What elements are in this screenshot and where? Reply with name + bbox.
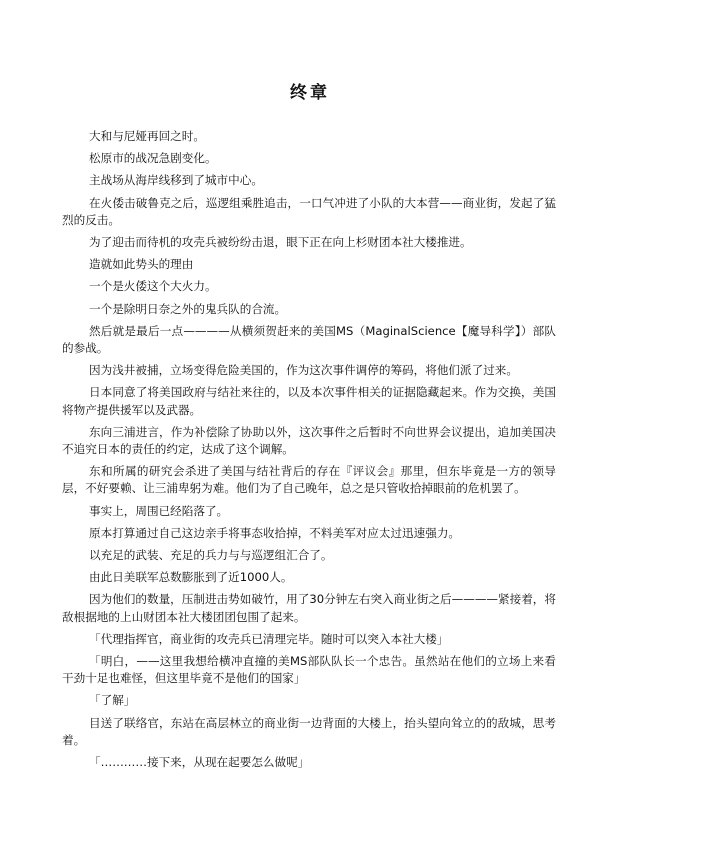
paragraph: 因为他们的数量，压制进击势如破竹，用了30分钟左右突入商业街之后————紧接着，将敌根据地的上山财团本社大楼团团包围了起来。 <box>62 592 556 624</box>
dialogue-line: 「代理指挥官，商业街的攻壳兵已清理完毕。随时可以突入本社大楼」 <box>89 631 449 646</box>
dialogue-line: 「…………接下来，从现在起要怎么做呢」 <box>89 755 310 770</box>
dialogue-line: 「了解」 <box>89 693 136 708</box>
paragraph: 然后就是最后一点————从横须贺赶来的美国MS（MaginalScience【魔导科学】）部队的参战。 <box>62 323 556 356</box>
paragraph: 主战场从海岸线移到了城市中心。 <box>89 173 263 188</box>
paragraph: 松原市的战况急剧变化。 <box>89 151 217 166</box>
chapter-title: 终章 <box>290 83 330 103</box>
paragraph: 以充足的武装、充足的兵力与与巡逻组汇合了。 <box>89 548 333 563</box>
paragraph: 一个是除明日奈之外的鬼兵队的合流。 <box>89 301 287 316</box>
paragraph: 日本同意了将美国政府与结社来往的，以及本次事件相关的证据隐藏起来。作为交换，美国将物产提供援军以及武器。 <box>62 385 556 417</box>
paragraph: 一个是火倭这个大火力。 <box>89 279 217 294</box>
paragraph: 目送了联络官，东站在高层林立的商业街一边背面的大楼上，抬头望向耸立的的敌城，思考着。 <box>62 715 556 747</box>
paragraph: 原本打算通过自己这边亲手将事态收拾掉，不料美军对应太过迅速强力。 <box>89 525 461 540</box>
paragraph: 事实上，周围已经陷落了。 <box>89 503 229 518</box>
paragraph: 大和与尼娅再回之时。 <box>89 129 205 143</box>
dialogue-line: 「明白，——这里我想给横冲直撞的美MS部队队长一个忠告。虽然站在他们的立场上来看干劲十足也难怪，但这里毕竟不是他们的国家」 <box>62 654 556 686</box>
paragraph: 由此日美联军总数膨胀到了近1000人。 <box>89 570 293 585</box>
paragraph: 东向三浦进言，作为补偿除了协助以外，这次事件之后暂时不向世界会议提出，追加美国决不追究日本的责任的约定，达成了这个调解。 <box>62 424 556 457</box>
paragraph: 在火倭击破鲁克之后，巡逻组乘胜追击，一口气冲进了小队的大本营——商业街，发起了猛烈的反击。 <box>62 195 556 227</box>
paragraph: 造就如此势头的理由 <box>89 257 194 272</box>
paragraph: 为了迎击而待机的攻壳兵被纷纷击退，眼下正在向上杉财团本社大楼推进。 <box>89 235 472 250</box>
paragraph: 因为浅井被捕，立场变得危险美国的，作为这次事件调停的筹码，将他们派了过来。 <box>89 363 518 378</box>
paragraph: 东和所属的研究会杀进了美国与结社背后的存在『评议会』那里，但东毕竟是一方的领导层，不好要赖、让三浦卑躬为难。他们为了自己晚年，总之是只管收拾掉眼前的危机罢了。 <box>62 464 556 496</box>
chapter-body <box>62 128 556 776</box>
